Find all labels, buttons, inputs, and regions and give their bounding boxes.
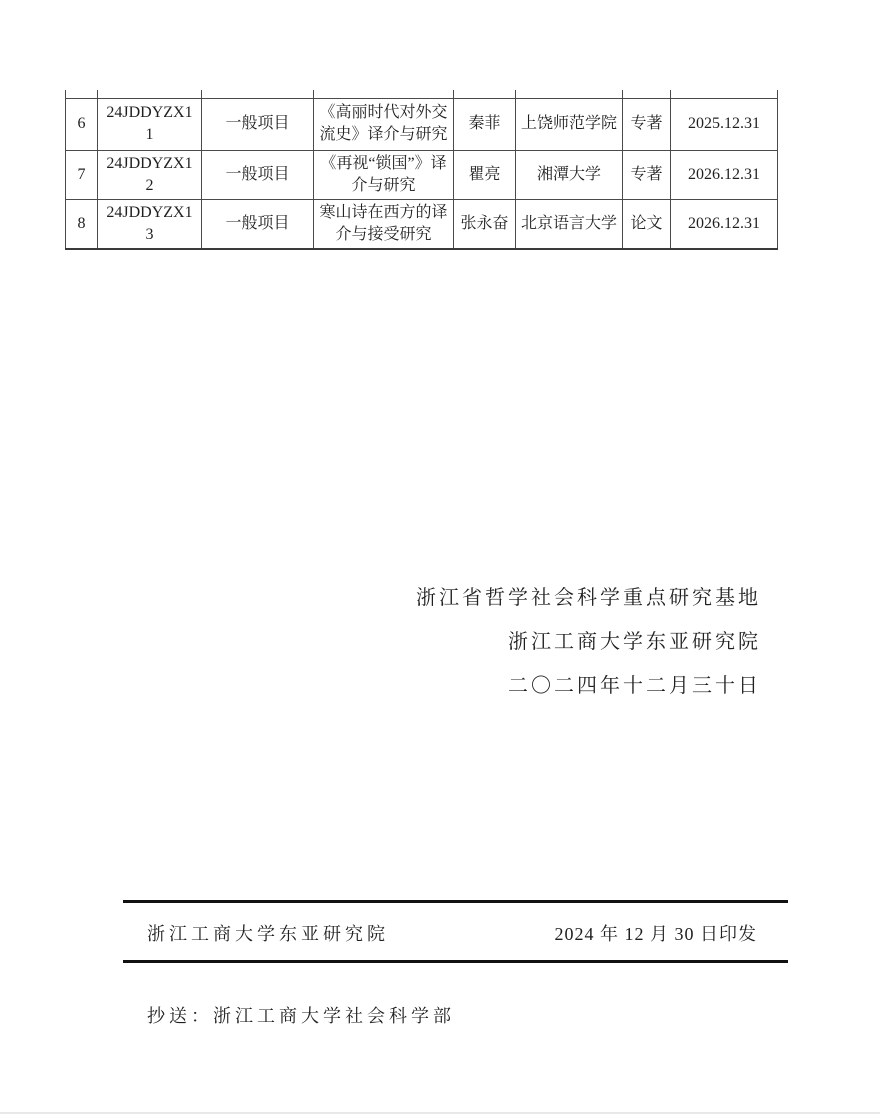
stub-cell <box>516 90 623 98</box>
footer-imprint-row <box>147 922 757 946</box>
signature-institute-name: 浙江工商大学东亚研究院 <box>508 631 761 653</box>
table-row <box>66 150 778 199</box>
category-cell: 一般项目 <box>202 150 314 199</box>
title-cell: 寒山诗在西方的译介与接受研究 <box>314 199 454 249</box>
institution-cell: 北京语言大学 <box>516 199 623 249</box>
outcome-cell: 论文 <box>623 199 671 249</box>
footer-issuer: 浙江工商大学东亚研究院 <box>147 924 389 944</box>
stub-cell <box>671 90 778 98</box>
title-cell: 《再视“锁国”》译介与研究 <box>314 150 454 199</box>
outcome-cell: 专著 <box>623 98 671 150</box>
seq-cell: 6 <box>66 98 98 150</box>
project-id-cell: 24JDDYZX11 <box>98 98 202 150</box>
table-cutoff-stub-row <box>66 90 778 98</box>
leader-cell: 秦菲 <box>454 98 516 150</box>
footer-issue-date: 2024 年 12 月 30 日印发 <box>554 924 757 944</box>
leader-cell: 张永奋 <box>454 199 516 249</box>
project-id-cell: 24JDDYZX12 <box>98 150 202 199</box>
title-cell: 《高丽时代对外交流史》译介与研究 <box>314 98 454 150</box>
stub-cell <box>623 90 671 98</box>
category-cell: 一般项目 <box>202 98 314 150</box>
footer-rule-bottom <box>123 960 788 963</box>
signature-block <box>416 576 761 708</box>
stub-cell <box>66 90 98 98</box>
project-id-cell: 24JDDYZX13 <box>98 199 202 249</box>
deadline-cell: 2026.12.31 <box>671 199 778 249</box>
seq-cell: 7 <box>66 150 98 199</box>
stub-cell <box>98 90 202 98</box>
deadline-cell: 2026.12.31 <box>671 150 778 199</box>
footer-cc-line: 抄送：浙江工商大学社会科学部 <box>147 1006 455 1026</box>
deadline-cell: 2025.12.31 <box>671 98 778 150</box>
table-row <box>66 199 778 249</box>
category-cell: 一般项目 <box>202 199 314 249</box>
institution-cell: 上饶师范学院 <box>516 98 623 150</box>
signature-date: 二〇二四年十二月三十日 <box>508 675 761 697</box>
stub-cell <box>202 90 314 98</box>
institution-cell: 湘潭大学 <box>516 150 623 199</box>
seq-cell: 8 <box>66 199 98 249</box>
table-row <box>66 98 778 150</box>
stub-cell <box>314 90 454 98</box>
projects-table <box>65 90 778 250</box>
stub-cell <box>454 90 516 98</box>
leader-cell: 瞿亮 <box>454 150 516 199</box>
signature-base-name: 浙江省哲学社会科学重点研究基地 <box>416 587 761 609</box>
footer-rule-top <box>123 900 788 903</box>
outcome-cell: 专著 <box>623 150 671 199</box>
